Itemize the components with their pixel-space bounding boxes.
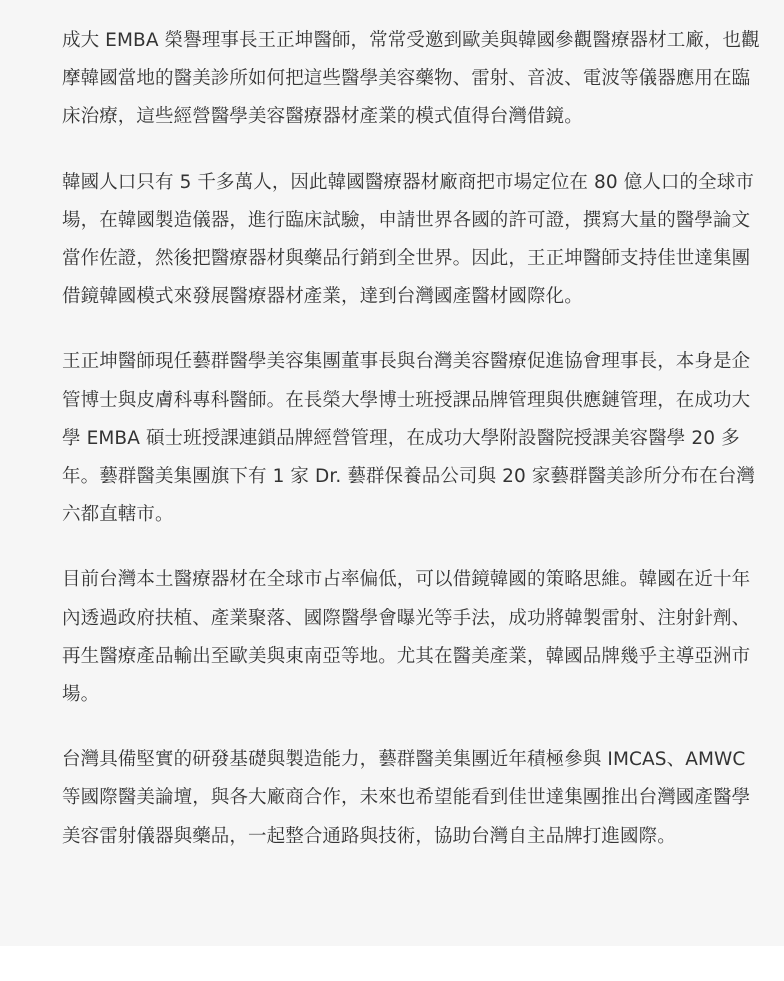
paragraph-4: 目前台灣本土醫療器材在全球市占率偏低，可以借鏡韓國的策略思維。韓國在近十年內透過政府扶植、產業聚落、國際醫學會曝光等手法，成功將韓製雷射、注射針劑、再生醫療產品輸出至歐美與東南亞等地。尤其在醫美產業，韓國品牌幾乎主導亞洲市場。 — [62, 569, 751, 706]
paragraph-5: 台灣具備堅實的研發基礎與製造能力，藝群醫美集團近年積極參與 IMCAS、AMWC 等國際醫美論壇，與各大廠商合作，未來也希望能看到佳世達集團推出台灣國產醫學美容雷射儀器與藥品，一起整合通路與技術，協助台灣自主品牌打進國際。 — [62, 749, 751, 847]
paragraph-1: 成大 EMBA 榮譽理事長王正坤醫師，常常受邀到歐美與韓國參觀醫療器材工廠，也觀摩韓國當地的醫美診所如何把這些醫學美容藥物、雷射、音波、電波等儀器應用在臨床治療，這些經營醫學美容醫療器材產業的模式值得台灣借鏡。 — [62, 30, 760, 128]
paragraph-2: 韓國人口只有 5 千多萬人，因此韓國醫療器材廠商把市場定位在 80 億人口的全球市場，在韓國製造儀器，進行臨床試驗，申請世界各國的許可證，撰寫大量的醫學論文當作佐證，然後把醫療器材與藥品行銷到全世界。因此，王正坤醫師支持佳世達集團借鏡韓國模式來發展醫療器材產業，達到台灣國產醫材國際化。 — [62, 171, 754, 308]
page-footer-space — [0, 946, 784, 981]
paragraph-3: 王正坤醫師現任藝群醫學美容集團董事長與台灣美容醫療促進協會理事長，本身是企管博士與皮膚科專科醫師。在長榮大學博士班授課品牌管理與供應鏈管理，在成功大學 EMBA 碩士班授課連鎖品牌經營管理，在成功大學附設醫院授課美容醫學 20 多年。藝群醫美集團旗下有 1 家 Dr. 藝群保養品公司與 20 家藝群醫美診所分布在台灣六都直轄市。 — [62, 351, 756, 526]
